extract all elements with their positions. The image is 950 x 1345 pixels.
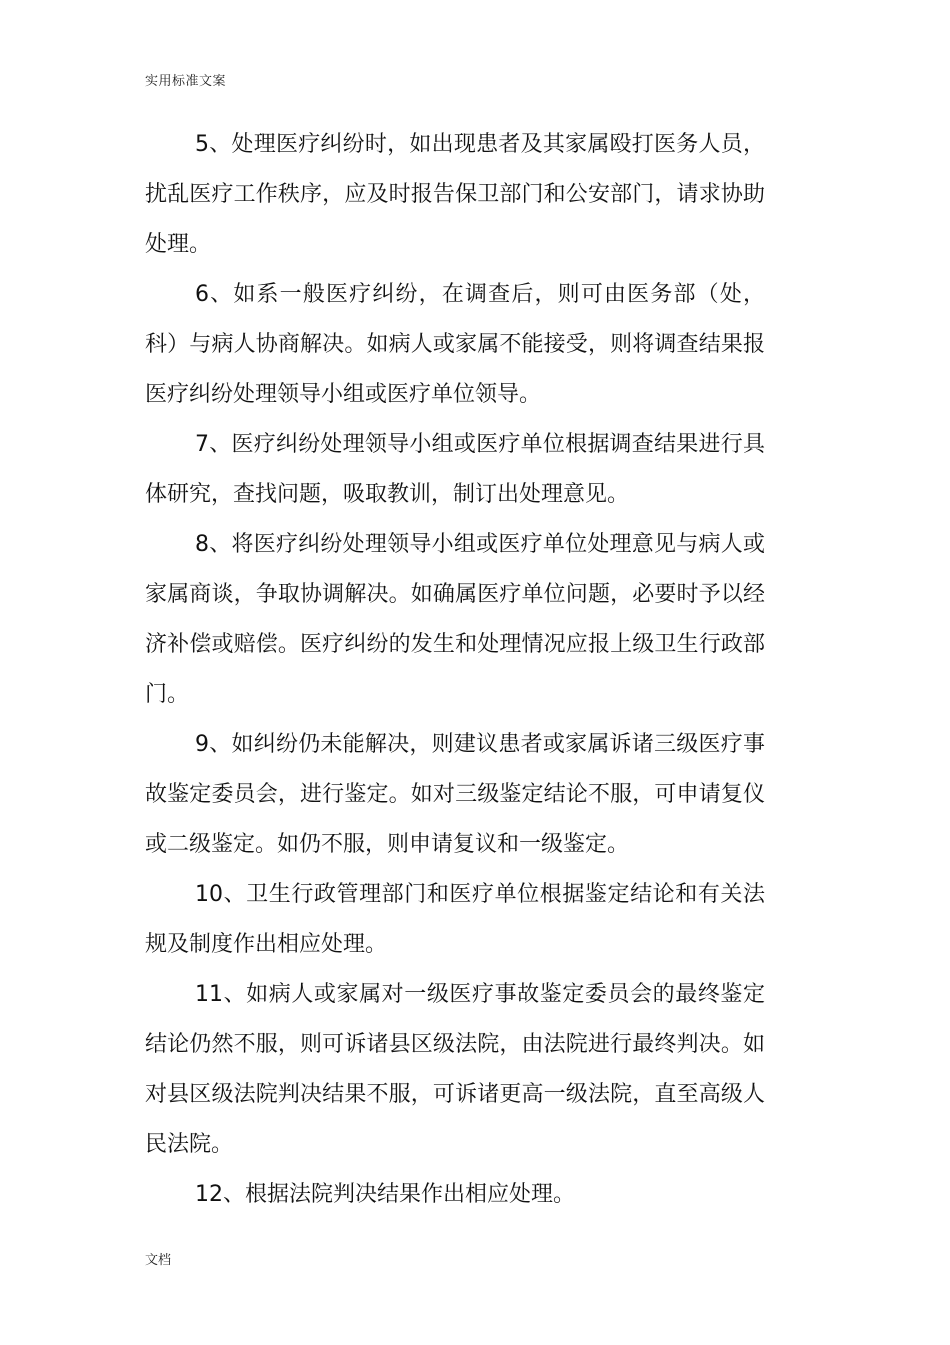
paragraph-11: 11、如病人或家属对一级医疗事故鉴定委员会的最终鉴定结论仍然不服，则可诉诸县区级法院，由法院进行最终判决。如对县区级法院判决结果不服，可诉诸更高一级法院，直至高级人民法院。 — [145, 982, 765, 1157]
paragraph-9: 9、如纠纷仍未能解决，则建议患者或家属诉诸三级医疗事故鉴定委员会，进行鉴定。如对三级鉴定结论不服，可申请复仪或二级鉴定。如仍不服，则申请复议和一级鉴定。 — [145, 732, 765, 857]
paragraph-7: 7、医疗纠纷处理领导小组或医疗单位根据调查结果进行具体研究，查找问题，吸取教训，制订出处理意见。 — [145, 432, 765, 507]
paragraph-6: 6、如系一般医疗纠纷，在调查后，则可由医务部（处，科）与病人协商解决。如病人或家属不能接受，则将调查结果报医疗纠纷处理领导小组或医疗单位领导。 — [145, 282, 765, 407]
paragraph-10: 10、卫生行政管理部门和医疗单位根据鉴定结论和有关法规及制度作出相应处理。 — [145, 882, 765, 957]
paragraph-5: 5、处理医疗纠纷时，如出现患者及其家属殴打医务人员，扰乱医疗工作秩序，应及时报告保卫部门和公安部门，请求协助处理。 — [145, 132, 765, 257]
page-header: 实用标准文案 — [145, 74, 227, 89]
paragraph-12: 12、根据法院判决结果作出相应处理。 — [195, 1182, 575, 1207]
page-footer: 文档 — [145, 1253, 172, 1268]
document-body — [145, 120, 765, 1220]
paragraph-8: 8、将医疗纠纷处理领导小组或医疗单位处理意见与病人或家属商谈，争取协调解决。如确属医疗单位问题，必要时予以经济补偿或赔偿。医疗纠纷的发生和处理情况应报上级卫生行政部门。 — [145, 532, 765, 707]
